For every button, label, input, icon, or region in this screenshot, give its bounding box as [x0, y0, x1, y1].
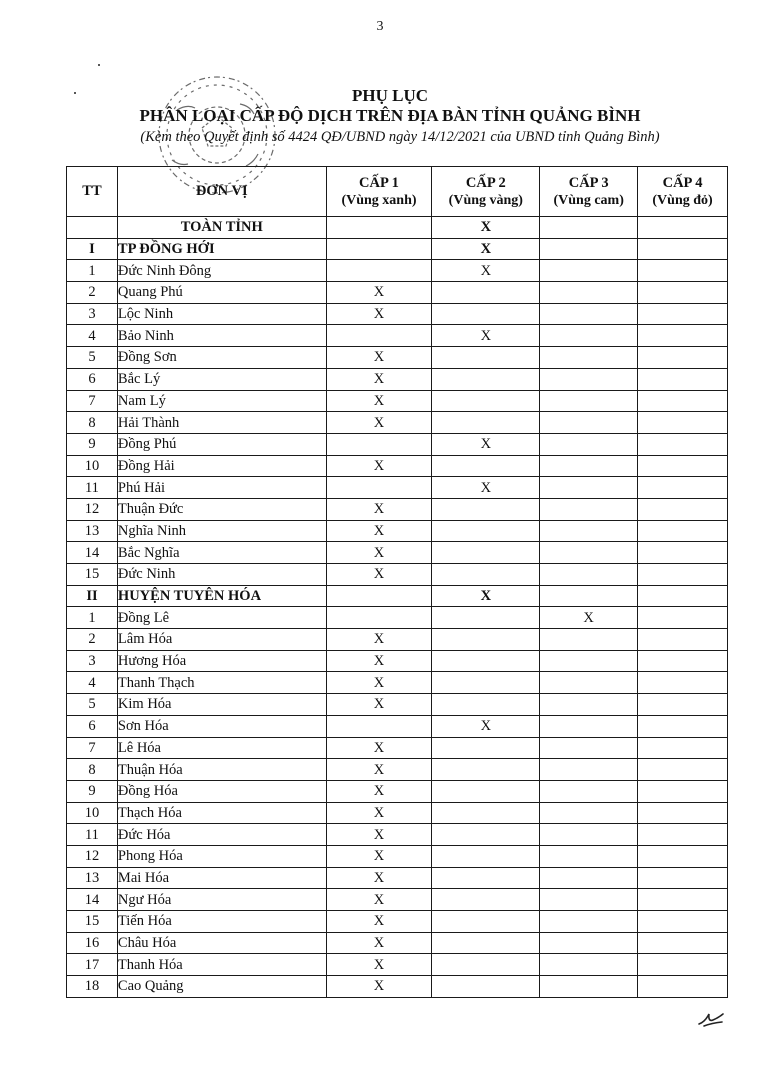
level-4-cell — [638, 260, 728, 282]
table-row — [67, 889, 728, 911]
level-4-cell — [638, 564, 728, 586]
level-4-cell — [638, 976, 728, 998]
level-1-cell — [326, 607, 432, 629]
level-4-cell — [638, 932, 728, 954]
level-4-cell — [638, 911, 728, 933]
table-body — [67, 217, 728, 998]
level-2-cell — [432, 824, 540, 846]
level-2-cell — [432, 911, 540, 933]
level-4-cell — [638, 412, 728, 434]
row-unit-name: Phong Hóa — [117, 845, 326, 867]
level-3-cell — [540, 498, 638, 520]
level-2-cell: X — [432, 217, 540, 239]
level-2-cell — [432, 867, 540, 889]
table-row — [67, 824, 728, 846]
group-row — [67, 238, 728, 260]
header-level-1-label: CẤP 1 — [359, 174, 399, 191]
row-tt: 15 — [67, 564, 118, 586]
row-unit-name: TOÀN TỈNH — [117, 217, 326, 239]
level-1-cell: X — [326, 303, 432, 325]
row-tt: 14 — [67, 542, 118, 564]
header-level-3-label: CẤP 3 — [568, 174, 609, 191]
row-unit-name: Đồng Sơn — [117, 347, 326, 369]
table-row — [67, 564, 728, 586]
level-1-cell: X — [326, 368, 432, 390]
level-1-cell: X — [326, 412, 432, 434]
level-2-cell — [432, 347, 540, 369]
row-tt: 13 — [67, 520, 118, 542]
level-3-cell — [540, 802, 638, 824]
level-4-cell — [638, 325, 728, 347]
level-1-cell — [326, 585, 432, 607]
level-3-cell — [540, 585, 638, 607]
level-3-cell — [540, 455, 638, 477]
level-2-cell: X — [432, 477, 540, 499]
level-3-cell — [540, 672, 638, 694]
row-tt: 10 — [67, 455, 118, 477]
table-row — [67, 347, 728, 369]
header-level-2-label: CẤP 2 — [465, 174, 506, 191]
level-4-cell — [638, 694, 728, 716]
level-2-cell — [432, 650, 540, 672]
table-row — [67, 282, 728, 304]
level-2-cell: X — [432, 238, 540, 260]
group-row — [67, 585, 728, 607]
level-3-cell — [540, 889, 638, 911]
row-tt: 5 — [67, 347, 118, 369]
row-tt: 10 — [67, 802, 118, 824]
row-tt: 7 — [67, 390, 118, 412]
table-row — [67, 629, 728, 651]
row-tt: 2 — [67, 629, 118, 651]
table-row — [67, 412, 728, 434]
row-unit-name: Thuận Đức — [117, 498, 326, 520]
row-tt: 18 — [67, 976, 118, 998]
table-row — [67, 672, 728, 694]
level-3-cell — [540, 303, 638, 325]
row-tt: 3 — [67, 650, 118, 672]
level-3-cell — [540, 780, 638, 802]
level-3-cell — [540, 260, 638, 282]
level-3-cell — [540, 759, 638, 781]
level-3-cell — [540, 520, 638, 542]
level-1-cell: X — [326, 976, 432, 998]
level-3-cell — [540, 629, 638, 651]
header-level-4-zone: (Vùng đỏ) — [652, 192, 713, 208]
level-3-cell — [540, 650, 638, 672]
level-4-cell — [638, 390, 728, 412]
row-unit-name: Lê Hóa — [117, 737, 326, 759]
level-2-cell — [432, 455, 540, 477]
table-row — [67, 325, 728, 347]
document-subtitle: (Kèm theo Quyết định số 4424 QĐ/UBND ngày 14/12/2021 của UBND tỉnh Quảng Bình) — [140, 129, 660, 145]
row-unit-name: Đức Ninh Đông — [117, 260, 326, 282]
row-tt: 9 — [67, 780, 118, 802]
level-3-cell — [540, 954, 638, 976]
header-unit: ĐƠN VỊ — [117, 167, 326, 217]
level-3-cell — [540, 737, 638, 759]
level-1-cell — [326, 715, 432, 737]
row-unit-name: Đức Ninh — [117, 564, 326, 586]
level-1-cell — [326, 217, 432, 239]
table-row — [67, 260, 728, 282]
row-unit-name: Quang Phú — [117, 282, 326, 304]
row-tt: 5 — [67, 694, 118, 716]
level-1-cell: X — [326, 932, 432, 954]
table-row — [67, 737, 728, 759]
level-3-cell — [540, 694, 638, 716]
level-4-cell — [638, 607, 728, 629]
table-row — [67, 759, 728, 781]
table-row — [67, 976, 728, 998]
level-2-cell — [432, 976, 540, 998]
level-2-cell — [432, 845, 540, 867]
level-1-cell: X — [326, 564, 432, 586]
row-unit-name: Thanh Thạch — [117, 672, 326, 694]
row-tt: 12 — [67, 498, 118, 520]
level-2-cell — [432, 520, 540, 542]
level-1-cell — [326, 325, 432, 347]
level-1-cell: X — [326, 694, 432, 716]
level-3-cell — [540, 845, 638, 867]
row-tt: 12 — [67, 845, 118, 867]
table-row — [67, 455, 728, 477]
level-1-cell — [326, 433, 432, 455]
table-row — [67, 303, 728, 325]
level-3-cell — [540, 976, 638, 998]
level-1-cell: X — [326, 780, 432, 802]
table-row — [67, 715, 728, 737]
table-row — [67, 477, 728, 499]
level-2-cell — [432, 932, 540, 954]
row-tt: II — [67, 585, 118, 607]
row-tt: 1 — [67, 260, 118, 282]
level-2-cell — [432, 542, 540, 564]
row-tt: 11 — [67, 477, 118, 499]
level-2-cell — [432, 780, 540, 802]
row-unit-name: Kim Hóa — [117, 694, 326, 716]
level-1-cell: X — [326, 390, 432, 412]
level-1-cell: X — [326, 889, 432, 911]
row-unit-name: Bắc Lý — [117, 368, 326, 390]
level-2-cell — [432, 694, 540, 716]
row-unit-name: Đồng Phú — [117, 433, 326, 455]
level-1-cell: X — [326, 802, 432, 824]
level-2-cell: X — [432, 325, 540, 347]
level-3-cell — [540, 325, 638, 347]
level-4-cell — [638, 824, 728, 846]
level-1-cell: X — [326, 845, 432, 867]
level-1-cell: X — [326, 672, 432, 694]
row-unit-name: Lâm Hóa — [117, 629, 326, 651]
level-1-cell: X — [326, 629, 432, 651]
level-4-cell — [638, 954, 728, 976]
epidemic-level-table — [66, 166, 728, 998]
level-4-cell — [638, 498, 728, 520]
row-tt: 1 — [67, 607, 118, 629]
level-3-cell — [540, 390, 638, 412]
level-2-cell: X — [432, 715, 540, 737]
row-tt: 17 — [67, 954, 118, 976]
header-level-2-zone: (Vùng vàng) — [448, 192, 523, 208]
level-2-cell — [432, 282, 540, 304]
document-title: PHÂN LOẠI CẤP ĐỘ DỊCH TRÊN ĐỊA BÀN TỈNH QUẢNG BÌNH — [139, 106, 641, 125]
level-2-cell — [432, 368, 540, 390]
level-4-cell — [638, 802, 728, 824]
level-2-cell — [432, 759, 540, 781]
row-unit-name: Đồng Lê — [117, 607, 326, 629]
level-4-cell — [638, 433, 728, 455]
level-1-cell — [326, 477, 432, 499]
level-1-cell: X — [326, 954, 432, 976]
level-4-cell — [638, 238, 728, 260]
level-4-cell — [638, 672, 728, 694]
appendix-heading: PHỤ LỤC — [351, 86, 429, 105]
level-4-cell — [638, 845, 728, 867]
level-4-cell — [638, 477, 728, 499]
row-unit-name: Đồng Hóa — [117, 780, 326, 802]
level-3-cell — [540, 824, 638, 846]
level-1-cell: X — [326, 498, 432, 520]
row-unit-name: HUYỆN TUYÊN HÓA — [117, 585, 326, 607]
table-row — [67, 498, 728, 520]
total-row — [67, 217, 728, 239]
row-unit-name: Ngư Hóa — [117, 889, 326, 911]
row-tt — [67, 217, 118, 239]
row-unit-name: Lộc Ninh — [117, 303, 326, 325]
level-2-cell — [432, 889, 540, 911]
row-unit-name: Châu Hóa — [117, 932, 326, 954]
row-unit-name: Đồng Hải — [117, 455, 326, 477]
initial-signature-icon — [696, 1004, 726, 1030]
level-1-cell: X — [326, 542, 432, 564]
row-unit-name: TP ĐỒNG HỚI — [117, 238, 326, 260]
table-row — [67, 650, 728, 672]
table-row — [67, 368, 728, 390]
level-1-cell: X — [326, 282, 432, 304]
level-4-cell — [638, 347, 728, 369]
level-2-cell — [432, 498, 540, 520]
level-4-cell — [638, 520, 728, 542]
level-3-cell — [540, 368, 638, 390]
row-unit-name: Bắc Nghĩa — [117, 542, 326, 564]
level-3-cell — [540, 867, 638, 889]
row-tt: 8 — [67, 759, 118, 781]
row-unit-name: Bảo Ninh — [117, 325, 326, 347]
header-level-2 — [432, 167, 540, 217]
table-row — [67, 845, 728, 867]
level-3-cell — [540, 911, 638, 933]
row-unit-name: Thạch Hóa — [117, 802, 326, 824]
level-4-cell — [638, 629, 728, 651]
level-2-cell: X — [432, 585, 540, 607]
level-4-cell — [638, 585, 728, 607]
level-2-cell — [432, 672, 540, 694]
level-4-cell — [638, 217, 728, 239]
level-3-cell — [540, 542, 638, 564]
table-row — [67, 390, 728, 412]
level-4-cell — [638, 455, 728, 477]
row-unit-name: Hải Thành — [117, 412, 326, 434]
row-unit-name: Tiến Hóa — [117, 911, 326, 933]
row-tt: 16 — [67, 932, 118, 954]
header-tt: TT — [67, 167, 118, 217]
level-3-cell — [540, 932, 638, 954]
level-4-cell — [638, 889, 728, 911]
level-1-cell — [326, 238, 432, 260]
header-level-1-zone: (Vùng xanh) — [341, 192, 417, 208]
level-2-cell — [432, 564, 540, 586]
header-level-4 — [638, 167, 728, 217]
table-header-row — [67, 167, 728, 217]
table-row — [67, 433, 728, 455]
table-row — [67, 954, 728, 976]
level-2-cell — [432, 412, 540, 434]
level-3-cell — [540, 238, 638, 260]
row-unit-name: Nam Lý — [117, 390, 326, 412]
row-tt: 6 — [67, 715, 118, 737]
level-2-cell — [432, 390, 540, 412]
level-3-cell — [540, 433, 638, 455]
row-unit-name: Hương Hóa — [117, 650, 326, 672]
row-tt: I — [67, 238, 118, 260]
row-unit-name: Thuận Hóa — [117, 759, 326, 781]
level-2-cell: X — [432, 433, 540, 455]
row-tt: 11 — [67, 824, 118, 846]
level-4-cell — [638, 282, 728, 304]
level-1-cell: X — [326, 650, 432, 672]
level-1-cell: X — [326, 759, 432, 781]
level-1-cell: X — [326, 347, 432, 369]
table-row — [67, 802, 728, 824]
level-1-cell: X — [326, 455, 432, 477]
level-2-cell — [432, 303, 540, 325]
level-4-cell — [638, 780, 728, 802]
header-level-4-label: CẤP 4 — [662, 174, 703, 191]
table-row — [67, 780, 728, 802]
level-2-cell — [432, 802, 540, 824]
row-unit-name: Cao Quảng — [117, 976, 326, 998]
level-3-cell — [540, 282, 638, 304]
level-4-cell — [638, 867, 728, 889]
scan-speck — [98, 64, 100, 66]
table-row — [67, 694, 728, 716]
level-4-cell — [638, 303, 728, 325]
row-tt: 2 — [67, 282, 118, 304]
level-1-cell — [326, 260, 432, 282]
level-2-cell — [432, 607, 540, 629]
row-tt: 15 — [67, 911, 118, 933]
table-row — [67, 542, 728, 564]
row-tt: 14 — [67, 889, 118, 911]
level-2-cell — [432, 954, 540, 976]
table-row — [67, 607, 728, 629]
row-unit-name: Đức Hóa — [117, 824, 326, 846]
level-1-cell: X — [326, 867, 432, 889]
row-unit-name: Thanh Hóa — [117, 954, 326, 976]
level-1-cell: X — [326, 911, 432, 933]
header-level-3 — [540, 167, 638, 217]
header-level-1 — [326, 167, 432, 217]
level-3-cell — [540, 347, 638, 369]
table-row — [67, 867, 728, 889]
row-tt: 6 — [67, 368, 118, 390]
level-3-cell — [540, 217, 638, 239]
row-unit-name: Mai Hóa — [117, 867, 326, 889]
level-1-cell: X — [326, 520, 432, 542]
level-4-cell — [638, 737, 728, 759]
level-1-cell: X — [326, 824, 432, 846]
table-row — [67, 932, 728, 954]
row-tt: 13 — [67, 867, 118, 889]
row-tt: 8 — [67, 412, 118, 434]
level-4-cell — [638, 759, 728, 781]
row-tt: 4 — [67, 325, 118, 347]
level-2-cell — [432, 629, 540, 651]
level-3-cell: X — [540, 607, 638, 629]
table-row — [67, 520, 728, 542]
level-3-cell — [540, 477, 638, 499]
level-2-cell — [432, 737, 540, 759]
header-level-3-zone: (Vùng cam) — [553, 192, 624, 208]
level-2-cell: X — [432, 260, 540, 282]
level-4-cell — [638, 368, 728, 390]
level-4-cell — [638, 650, 728, 672]
page-number: 3 — [376, 19, 384, 34]
level-1-cell: X — [326, 737, 432, 759]
table-row — [67, 911, 728, 933]
row-tt: 7 — [67, 737, 118, 759]
level-3-cell — [540, 564, 638, 586]
row-tt: 3 — [67, 303, 118, 325]
level-4-cell — [638, 542, 728, 564]
level-4-cell — [638, 715, 728, 737]
level-3-cell — [540, 412, 638, 434]
row-unit-name: Sơn Hóa — [117, 715, 326, 737]
row-tt: 4 — [67, 672, 118, 694]
row-unit-name: Nghĩa Ninh — [117, 520, 326, 542]
row-unit-name: Phú Hải — [117, 477, 326, 499]
level-3-cell — [540, 715, 638, 737]
row-tt: 9 — [67, 433, 118, 455]
